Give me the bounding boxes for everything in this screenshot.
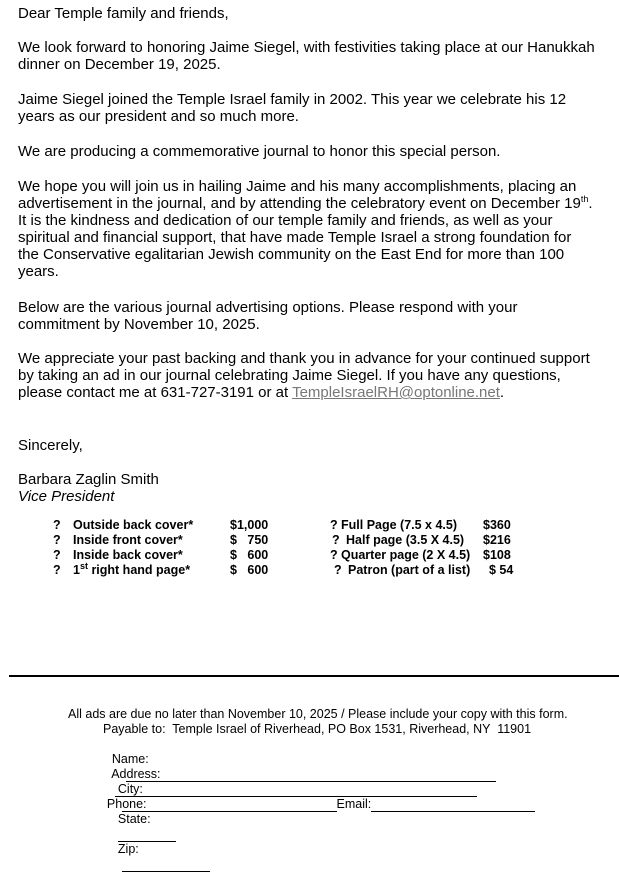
- thanks-end: .: [499, 384, 505, 401]
- due-notice: All ads are due no later than November 10, 2025 / Please include your copy with this form.: [68, 707, 568, 721]
- invitation-text-a: We hope you will join us in hailing Jaime and his many accomplishments, placing an advertisement in the journal, and by attending the celebratory event on December 19: [18, 178, 581, 212]
- option-price: $108: [483, 548, 511, 562]
- option-label: [73, 560, 191, 578]
- email-label: Email:: [336, 797, 372, 811]
- closing: Sincerely,: [18, 437, 83, 454]
- ad-option-row: [0, 548, 600, 563]
- option-label: Outside back cover*: [73, 518, 194, 532]
- contact-email-link[interactable]: TempleIsraelRH@optonline.net: [292, 384, 500, 401]
- option-marker: ?: [53, 518, 61, 532]
- zip-field[interactable]: [122, 859, 210, 872]
- ad-option-row: [0, 518, 600, 533]
- option-price: $ 54: [489, 563, 514, 577]
- option-label-rest: right hand page*: [87, 563, 191, 577]
- name-label: Name:: [111, 752, 149, 766]
- option-price: $1,000: [230, 518, 269, 532]
- paragraph-invitation: [18, 178, 593, 280]
- option-marker: ?: [53, 563, 61, 577]
- phone-label: Phone:: [106, 797, 147, 811]
- address-label: Address:: [111, 767, 161, 781]
- divider-line: [9, 675, 619, 677]
- option-price: $216: [483, 533, 511, 547]
- ad-option-row: [0, 533, 600, 548]
- thanks-text: We appreciate your past backing and thank you in advance for your continued support by taking an ad in our journal celebrating Jaime Siegel. If you have any questions, please contact me at 631-727-3191 or at: [18, 350, 590, 401]
- city-label: City:: [117, 782, 143, 796]
- option-label: Half page (3.5 X 4.5): [346, 533, 465, 547]
- paragraph-event: We look forward to honoring Jaime Siegel, with festivities taking place at our Hanukkah dinner on December 19, 2025.: [18, 39, 595, 73]
- option-marker: ?: [53, 533, 61, 547]
- greeting: Dear Temple family and friends,: [18, 5, 229, 22]
- signer-name: Barbara Zaglin Smith: [18, 471, 159, 488]
- state-field[interactable]: [118, 829, 176, 842]
- option-price: $ 600: [230, 563, 269, 577]
- phone-field[interactable]: [147, 799, 337, 812]
- paragraph-options: Below are the various journal advertising options. Please respond with your commitment by November 10, 2025.: [18, 299, 518, 333]
- date-suffix: th: [580, 194, 589, 204]
- state-label: State:: [117, 812, 151, 826]
- option-label: Full Page (7.5 x 4.5): [341, 518, 458, 532]
- option-price: $ 750: [230, 533, 269, 547]
- invitation-text-b: . It is the kindness and dedication of our temple family and friends, as well as your spiritual and financial support, that have made Temple Israel a strong foundation for the Conservative egalitarian Jewish community on the East End for more than 100 years.: [18, 195, 593, 280]
- option-marker: ?: [332, 533, 340, 547]
- paragraph-thanks: [18, 350, 598, 401]
- option-price: $ 600: [230, 548, 269, 562]
- paragraph-history: Jaime Siegel joined the Temple Israel family in 2002. This year we celebrate his 12 years as our president and so much more.: [18, 91, 567, 125]
- option-marker: ?: [334, 563, 342, 577]
- option-label: Inside front cover*: [73, 533, 183, 547]
- ordinal-suffix: st: [79, 560, 88, 571]
- signer-title: Vice President: [18, 488, 115, 505]
- option-marker: ?: [330, 518, 338, 532]
- option-label-number: 1: [73, 563, 80, 577]
- option-price: $360: [483, 518, 511, 532]
- zip-label: Zip:: [117, 842, 139, 856]
- option-marker: ?: [53, 548, 61, 562]
- option-label: Patron (part of a list): [348, 563, 471, 577]
- ad-option-row: [0, 560, 600, 578]
- option-marker: ?: [330, 548, 338, 562]
- paragraph-journal: We are producing a commemorative journal to honor this special person.: [18, 143, 501, 160]
- option-label: Inside back cover*: [73, 548, 183, 562]
- payable-to: Payable to: Temple Israel of Riverhead, PO Box 1531, Riverhead, NY 11901: [103, 722, 532, 736]
- option-label: Quarter page (2 X 4.5): [341, 548, 471, 562]
- phone-email-row: [93, 782, 535, 827]
- email-field[interactable]: [371, 799, 535, 812]
